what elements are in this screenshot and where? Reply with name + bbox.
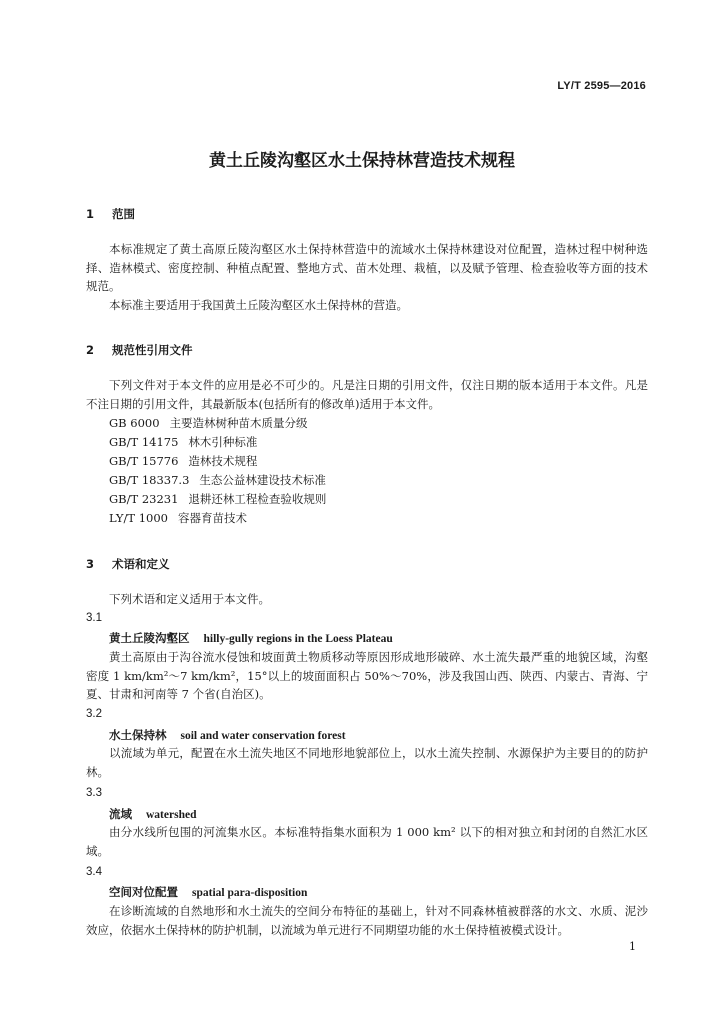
reference-name: 林木引种标准 — [188, 435, 258, 449]
term-definition: 以流域为单元，配置在水土流失地区不同地形地貌部位上，以水土流失控制、水源保护为主要目的的防护林。 — [86, 746, 648, 779]
standard-code: LY/T 2595—2016 — [557, 80, 646, 92]
term-name-zh: 水土保持林 — [109, 728, 167, 742]
term-name-en: soil and water conservation forest — [180, 730, 346, 742]
reference-code: GB/T 14175 — [109, 435, 179, 449]
reference-item — [109, 490, 326, 508]
reference-item — [109, 509, 247, 527]
reference-item — [109, 414, 308, 432]
reference-code: GB/T 18337.3 — [109, 473, 190, 487]
term-name-zh: 流域 — [109, 807, 132, 821]
section-1-heading — [86, 206, 135, 222]
term-name-en: spatial para-disposition — [192, 887, 308, 899]
section-3-intro: 下列术语和定义适用于本文件。 — [109, 592, 270, 606]
term-name-en: hilly-gully regions in the Loess Plateau — [203, 633, 393, 645]
section-1-paragraph-2: 本标准主要适用于我国黄土丘陵沟壑区水土保持林的营造。 — [109, 298, 408, 312]
page-number: 1 — [629, 940, 636, 953]
section-number: 2 — [86, 343, 95, 357]
reference-item — [109, 452, 257, 470]
term-definition: 由分水线所包围的河流集水区。本标准特指集水面积为 1 000 km² 以下的相对独立和封闭的自然汇水区域。 — [86, 825, 648, 858]
section-1-paragraph-1: 本标准规定了黄土高原丘陵沟壑区水土保持林营造中的流域水土保持林建设对位配置，造林过程中树种选择、造林模式、密度控制、种植点配置、整地方式、苗木处理、栽植，以及赋予管理、检查验收等方面的技术规范。 — [86, 242, 648, 293]
term-definition: 在诊断流域的自然地形和水土流失的空间分布特征的基础上，针对不同森林植被群落的水文、水质、泥沙效应，依据水土保持林的防护机制，以流域为单元进行不同期望功能的水土保持植被模式设计。 — [86, 904, 648, 937]
section-2-heading — [86, 342, 193, 358]
section-number: 1 — [86, 207, 95, 221]
reference-name: 造林技术规程 — [188, 454, 258, 468]
term-name — [109, 630, 393, 646]
reference-code: GB/T 15776 — [109, 454, 179, 468]
term-name-zh: 黄土丘陵沟壑区 — [109, 631, 190, 645]
term-number: 3.3 — [86, 787, 102, 799]
section-title: 术语和定义 — [112, 557, 170, 571]
term-number: 3.1 — [86, 612, 102, 624]
reference-name: 容器育苗技术 — [177, 511, 247, 525]
section-3-heading — [86, 556, 170, 572]
term-name — [109, 884, 307, 900]
reference-item — [109, 433, 257, 451]
section-title: 范围 — [112, 207, 135, 221]
reference-name: 生态公益林建设技术标准 — [199, 473, 326, 487]
term-name — [109, 727, 346, 743]
reference-code: LY/T 1000 — [109, 511, 168, 525]
reference-code: GB/T 23231 — [109, 492, 179, 506]
reference-code: GB 6000 — [109, 416, 160, 430]
term-definition: 黄土高原由于沟谷流水侵蚀和坡面黄土物质移动等原因形成地形破碎、水土流失最严重的地貌区域，沟壑密度 1 km/km²～7 km/km²，15°以上的坡面面积占 50%～70%，涉及我国山西、陕西、内蒙古、青海、宁夏、甘肃和河南等 7 个省(自治区)。 — [86, 650, 648, 701]
term-name-en: watershed — [146, 809, 197, 821]
section-title: 规范性引用文件 — [112, 343, 193, 357]
reference-name: 退耕还林工程检查验收规则 — [188, 492, 327, 506]
section-2-intro: 下列文件对于本文件的应用是必不可少的。凡是注日期的引用文件，仅注日期的版本适用于本文件。凡是不注日期的引用文件，其最新版本(包括所有的修改单)适用于本文件。 — [86, 378, 648, 411]
document-title: 黄土丘陵沟壑区水土保持林营造技术规程 — [209, 151, 515, 171]
reference-item — [109, 471, 326, 489]
term-name — [109, 806, 196, 822]
section-number: 3 — [86, 557, 95, 571]
term-number: 3.2 — [86, 708, 102, 720]
reference-name: 主要造林树种苗木质量分级 — [169, 416, 308, 430]
term-name-zh: 空间对位配置 — [109, 885, 178, 899]
term-number: 3.4 — [86, 866, 102, 878]
